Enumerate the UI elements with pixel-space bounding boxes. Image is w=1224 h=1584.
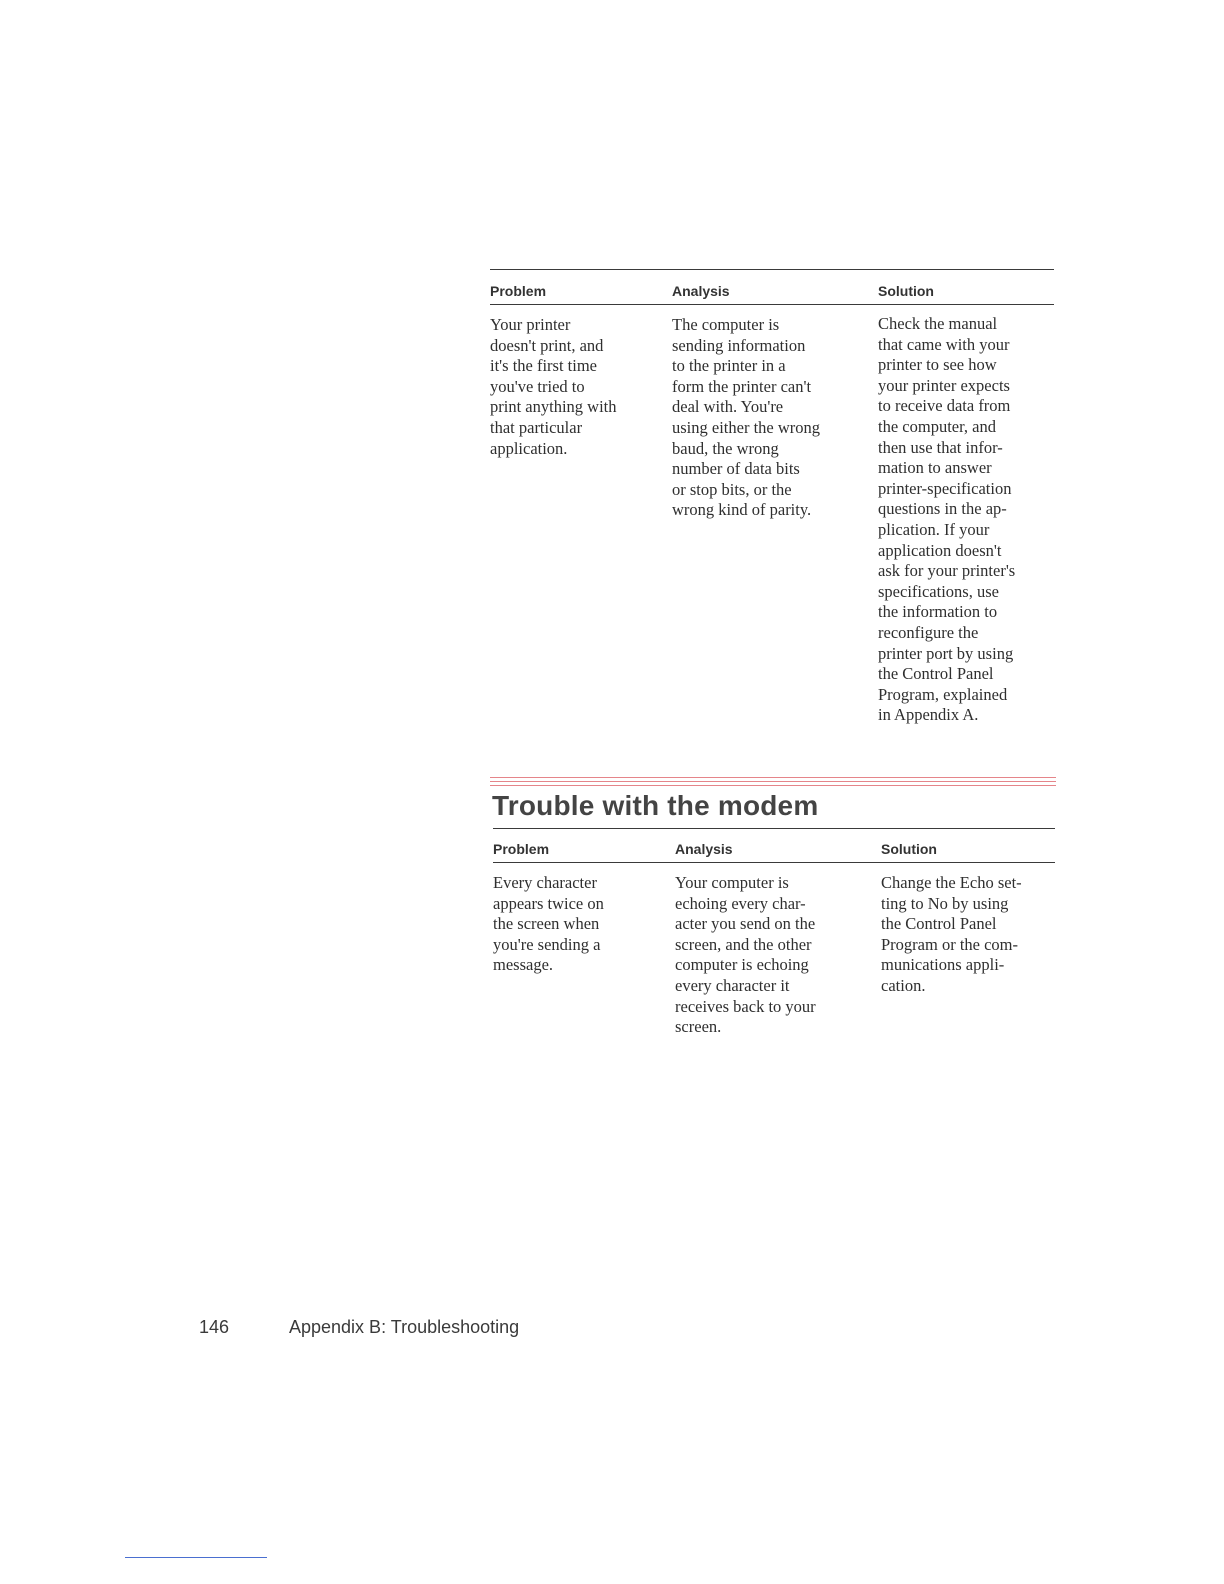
chapter-title: Appendix B: Troubleshooting: [289, 1317, 520, 1337]
modem-solution-text: Change the Echo set- ting to No by using the Control Panel Program or the com- munications appli- cation.: [881, 873, 1022, 995]
printer-analysis-text: The computer is sending information to the printer in a form the printer can't deal with. You're using either the wrong baud, the wrong number of data bits or stop bits, or the wrong kind of parity.: [672, 315, 821, 520]
modem-problem-text: Every character appears twice on the screen when you're sending a message.: [493, 873, 604, 975]
section-divider: [490, 777, 1056, 789]
table-top-rule: [493, 828, 1055, 829]
header-problem: Problem: [490, 283, 547, 299]
printer-problem-text: Your printer doesn't print, and it's the first time you've tried to print anything with that particular application.: [490, 315, 617, 458]
section-title: Trouble with the modem: [492, 790, 819, 821]
printer-solution-text: Check the manual that came with your printer to see how your printer expects to receive data from the computer, and then use that infor- mation to answer printer-specification questions in the ap- plication. If your application doesn't ask for your printer's specifications, use the information to reconfigure the printer port by using the Control Panel Program, explained in Appendix A.: [878, 314, 1016, 725]
modem-analysis-text: Your computer is echoing every char- acter you send on the screen, and the other computer is echoing every character it receives back to your screen.: [675, 873, 816, 1037]
bottom-rule: [125, 1557, 267, 1558]
table-top-rule: [490, 269, 1054, 270]
header-problem: Problem: [493, 841, 550, 857]
modem-table: [493, 828, 1055, 1048]
header-analysis: Analysis: [672, 283, 730, 299]
header-bottom-rule: [493, 862, 1055, 863]
page-number: 146: [199, 1317, 230, 1337]
header-bottom-rule: [490, 304, 1054, 305]
header-solution: Solution: [878, 283, 934, 299]
header-analysis: Analysis: [675, 841, 733, 857]
printer-table: [490, 269, 1054, 739]
header-solution: Solution: [881, 841, 937, 857]
